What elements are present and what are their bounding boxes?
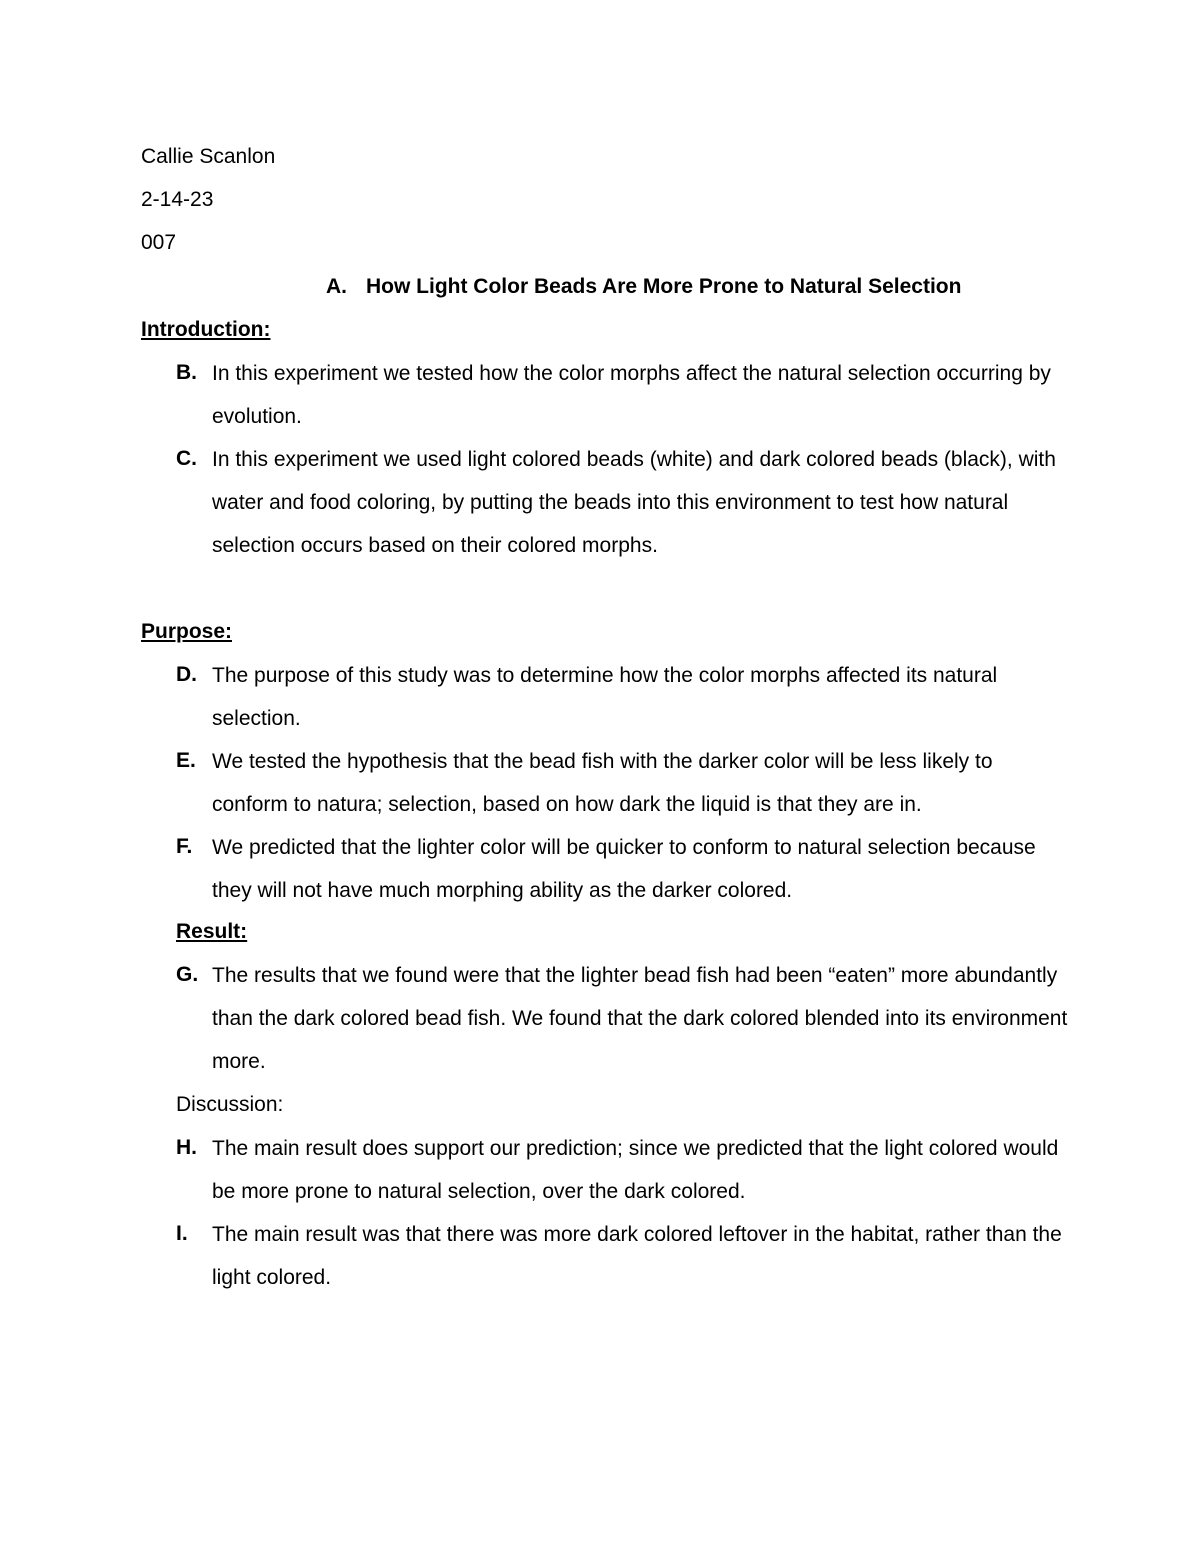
list-marker: I.	[176, 1222, 188, 1245]
list-marker: G.	[176, 963, 199, 986]
list-item-text: The purpose of this study was to determine how the color morphs affected its natural selection.	[212, 664, 998, 730]
page-title: How Light Color Beads Are More Prone to Natural Selection	[366, 275, 962, 298]
author-name: Callie Scanlon	[141, 145, 276, 168]
introduction-heading: Introduction:	[141, 318, 271, 341]
list-marker: H.	[176, 1136, 197, 1159]
discussion-heading: Discussion:	[176, 1093, 284, 1116]
result-heading: Result:	[176, 920, 248, 943]
list-item-text: We predicted that the lighter color will be quicker to conform to natural selection because they will not have much morphing ability as the darker colored.	[212, 836, 1036, 902]
list-marker: E.	[176, 749, 196, 772]
list-marker: C.	[176, 447, 197, 470]
list-item-text: The main result does support our prediction; since we predicted that the light colored would be more prone to natural selection, over the dark colored.	[212, 1137, 1059, 1203]
list-marker: B.	[176, 361, 197, 384]
section-number: 007	[141, 231, 177, 254]
title-marker: A.	[326, 275, 347, 298]
purpose-heading: Purpose:	[141, 620, 233, 643]
list-item-text: We tested the hypothesis that the bead fish with the darker color will be less likely to conform to natura; selection, based on how dark the liquid is that they are in.	[212, 750, 993, 816]
list-item-text: The results that we found were that the lighter bead fish had been “eaten” more abundantly than the dark colored bead fish. We found that the dark colored blended into its environment more.	[212, 964, 1068, 1073]
list-marker: F.	[176, 835, 193, 858]
list-item-text: In this experiment we tested how the color morphs affect the natural selection occurring by evolution.	[212, 362, 1051, 428]
document-date: 2-14-23	[141, 188, 214, 211]
list-item-text: The main result was that there was more dark colored leftover in the habitat, rather than the light colored.	[212, 1223, 1062, 1289]
list-item-text: In this experiment we used light colored beads (white) and dark colored beads (black), with water and food coloring, by putting the beads into this environment to test how natural selection occurs based on their colored morphs.	[212, 448, 1056, 557]
list-marker: D.	[176, 663, 197, 686]
